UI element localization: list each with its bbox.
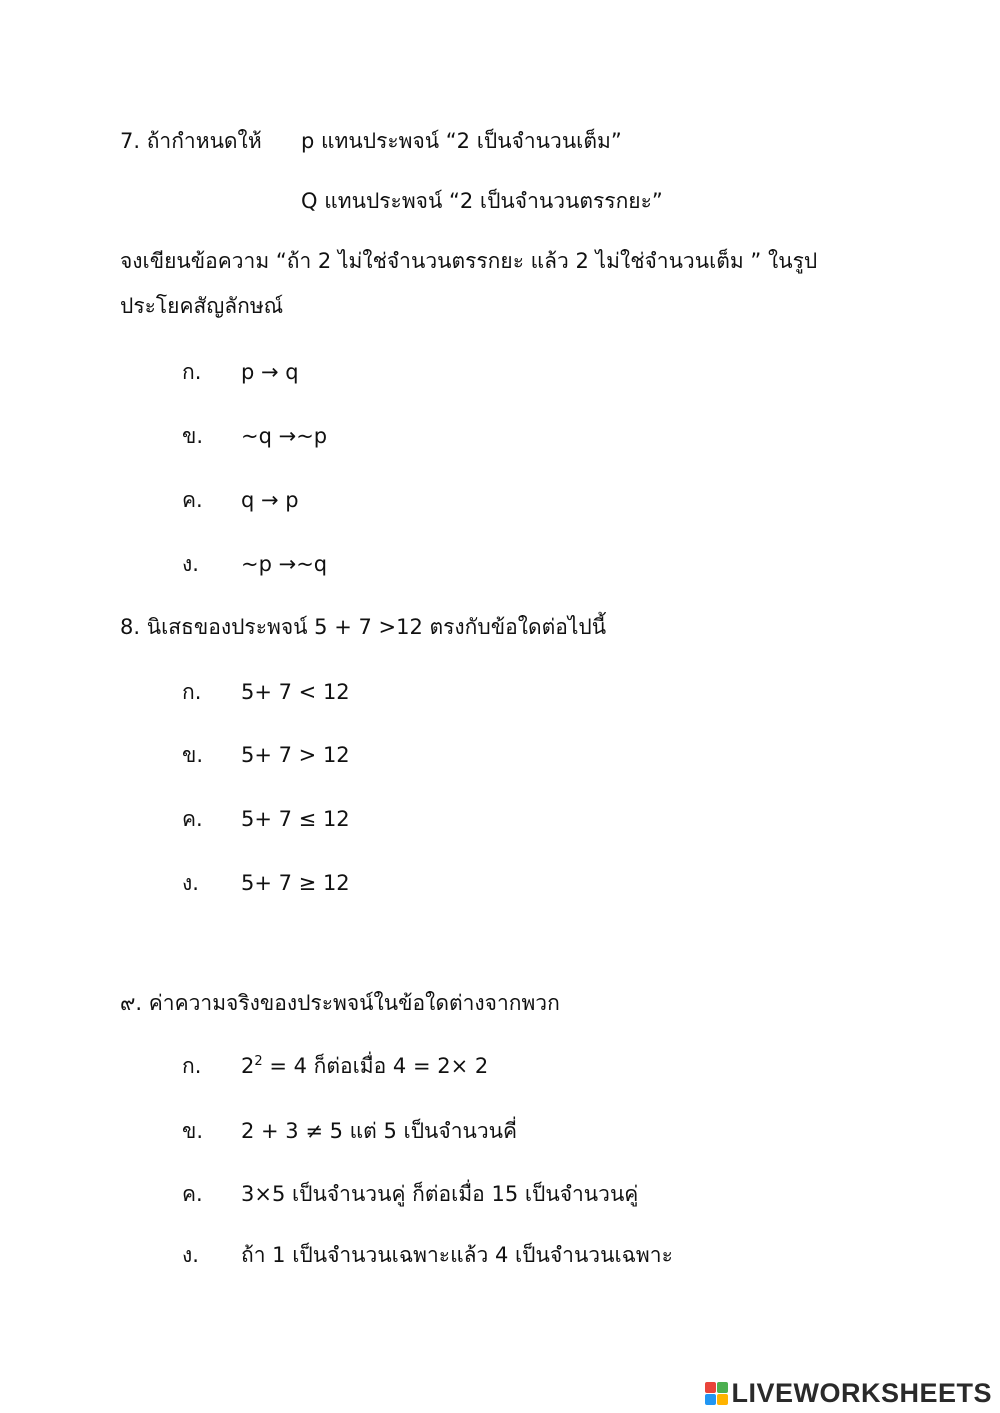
q7-definition-q: Q แทนประพจน์ “2 เป็นจำนวนตรรกยะ” (301, 189, 663, 213)
choice-text: p → q (241, 360, 299, 384)
logo-square-yellow (717, 1394, 728, 1405)
choice-text: 2 + 3 ≠ 5 แต่ 5 เป็นจำนวนคี่ (241, 1119, 518, 1143)
q9-choice-d[interactable] (182, 1240, 673, 1270)
choice-label: ค. (182, 807, 203, 831)
q8-choice-c[interactable] (182, 804, 350, 834)
logo-text: LIVEWORKSHEETS (731, 1377, 992, 1408)
choice-text: ถ้า 1 เป็นจำนวนเฉพาะแล้ว 4 เป็นจำนวนเฉพาะ (241, 1243, 673, 1267)
q8-stem: 8. นิเสธของประพจน์ 5 + 7 >12 ตรงกับข้อใดต่อไปนี้ (120, 615, 607, 639)
choice-label: ง. (182, 871, 199, 895)
q7-stem-line1: จงเขียนข้อความ “ถ้า 2 ไม่ใช่จำนวนตรรกยะ แล้ว 2 ไม่ใช่จำนวนเต็ม ” ในรูป (120, 249, 818, 273)
choice-label: ก. (182, 1054, 202, 1078)
liveworksheets-logo-icon (705, 1382, 728, 1405)
choice-label: ค. (182, 488, 203, 512)
q7-definition-p: p แทนประพจน์ “2 เป็นจำนวนเต็ม” (301, 129, 622, 153)
choice-text: ~q →~p (241, 424, 328, 448)
choice-label: ง. (182, 1243, 199, 1267)
choice-text: 5+ 7 > 12 (241, 743, 350, 767)
choice-label: ก. (182, 680, 202, 704)
q7-stem-line2: ประโยคสัญลักษณ์ (120, 294, 284, 318)
q9-choice-b[interactable] (182, 1116, 517, 1146)
choice-text: 3×5 เป็นจำนวนคู่ ก็ต่อเมื่อ 15 เป็นจำนวนคู่ (241, 1182, 639, 1206)
q9-stem: ๙. ค่าความจริงของประพจน์ในข้อใดต่างจากพวก (120, 991, 560, 1015)
choice-base: 2 (241, 1054, 255, 1078)
q7-choice-a[interactable] (182, 357, 299, 387)
q7-choice-b[interactable] (182, 421, 327, 451)
choice-label: ข. (182, 424, 204, 448)
logo-square-red (705, 1382, 716, 1393)
liveworksheets-logo[interactable] (705, 1377, 992, 1409)
logo-square-green (717, 1382, 728, 1393)
choice-label: ง. (182, 552, 199, 576)
q8-choice-b[interactable] (182, 740, 350, 770)
choice-text: = 4 ก็ต่อเมื่อ 4 = 2× 2 (262, 1054, 489, 1078)
q7-choice-c[interactable] (182, 485, 299, 515)
choice-text: ~p →~q (241, 552, 328, 576)
choice-exponent: 2 (254, 1054, 263, 1069)
choice-label: ค. (182, 1182, 203, 1206)
q9-choice-a[interactable] (182, 1051, 488, 1081)
choice-text: q → p (241, 488, 299, 512)
choice-label: ข. (182, 743, 204, 767)
q9-choice-c[interactable] (182, 1179, 638, 1209)
choice-label: ข. (182, 1119, 204, 1143)
q7-number: 7. ถ้ากำหนดให้ (120, 129, 262, 153)
choice-text: 5+ 7 ≤ 12 (241, 807, 350, 831)
q8-choice-d[interactable] (182, 868, 350, 898)
logo-square-blue (705, 1394, 716, 1405)
q7-choice-d[interactable] (182, 549, 327, 579)
choice-text: 5+ 7 < 12 (241, 680, 350, 704)
q8-choice-a[interactable] (182, 677, 350, 707)
choice-text: 5+ 7 ≥ 12 (241, 871, 350, 895)
choice-label: ก. (182, 360, 202, 384)
